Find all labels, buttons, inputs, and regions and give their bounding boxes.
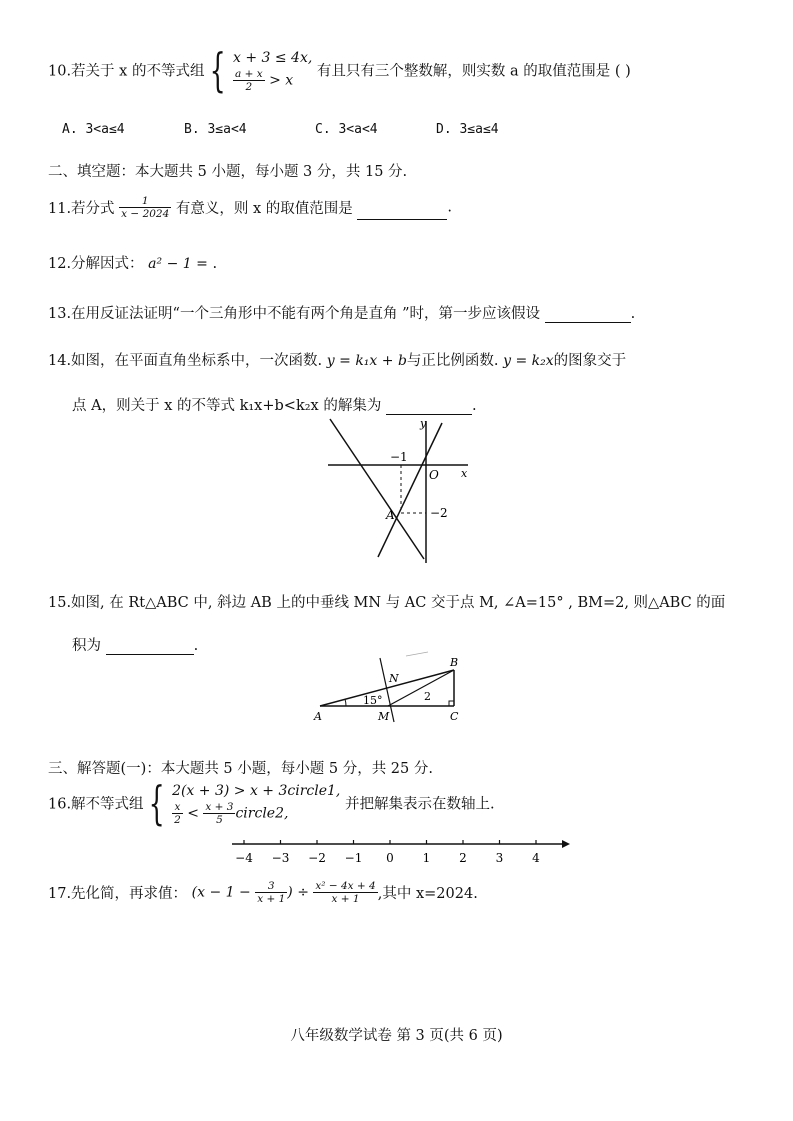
scan-mark: [406, 652, 428, 656]
q16-system: [172, 781, 340, 826]
number-line-tick-label: −4: [235, 851, 253, 865]
x-axis-label: x: [461, 467, 468, 480]
q10-option-c: C. 3<a<4: [315, 122, 378, 137]
point-m-label: M: [378, 710, 390, 723]
q15-answer-blank[interactable]: [106, 640, 194, 655]
number-line-tick-label: −2: [308, 851, 326, 865]
section-2-heading: 二、填空题：本大题共 5 小题，每小题 3 分，共 15 分.: [48, 164, 408, 180]
q11-answer-blank[interactable]: [357, 205, 447, 220]
question-11: 11.若分式 $\frac{1}{x - 2024}$ 有意义，则 x 的取值范围是 .: [48, 195, 453, 220]
q10-line2: $\frac{a + x}{2}$ > x: [234, 67, 294, 93]
q10-suffix: 有且只有三个整数解，则实数 a 的取值范围是 ( ): [316, 63, 631, 80]
q16-number-line: [226, 836, 571, 870]
q16-line2: $\frac{x}{2}$ < $\frac{x + 3}{5}$ circle2,: [174, 800, 289, 826]
page-footer: 八年级数学试卷 第 3 页(共 6 页): [290, 1028, 503, 1044]
question-14-line1: 14.如图，在平面直角坐标系中，一次函数. y = k₁x + b与正比例函数. y = k₂x的图象交于: [48, 353, 627, 369]
length-label: 2: [424, 690, 431, 703]
angle-arc: [345, 699, 346, 706]
question-12: 12.分解因式： a² − 1 = .: [48, 256, 218, 272]
number-line-tick-label: −1: [344, 851, 363, 865]
q16-brace: {: [148, 776, 165, 830]
point-a-label: A: [386, 508, 395, 522]
question-13: 13.在用反证法证明“一个三角形中不能有两个角是直角 ”时，第一步应该假设 .: [48, 306, 636, 322]
origin-label: O: [429, 468, 439, 482]
question-15-line2: 积为 .: [72, 638, 199, 654]
neg-two-label: −2: [430, 506, 448, 520]
number-line-tick-label: 1: [422, 851, 431, 865]
q10-prefix: 10.若关于 x 的不等式组: [48, 63, 205, 80]
q13-answer-blank[interactable]: [545, 308, 631, 323]
neg-one-label: −1: [390, 450, 408, 464]
q14-answer-blank[interactable]: [386, 400, 472, 415]
question-17: 17.先化简，再求值： (x − 1 − $\frac{3}{x + 1}$ ) ÷ $\frac{\text{x² − 4x + 4}}{x + 1}$ ,其中 x=2024.: [48, 880, 478, 905]
question-16: 16.解不等式组 { 2(x + 3) > x + 3circle1, $\frac{x}{2}$ < $\frac{x + 3}{5}$ circle2, 并把解集表示在数轴上.: [48, 776, 495, 830]
q16-line1: 2(x + 3) > x + 3circle1,: [172, 782, 341, 799]
point-n-label: N: [389, 672, 399, 685]
q11-fraction: $\frac{1}{x - 2024}$: [121, 195, 170, 220]
angle-label: 15°: [363, 694, 383, 707]
question-14-line2: 点 A，则关于 x 的不等式 k₁x+b<k₂x 的解集为 .: [72, 398, 477, 414]
question-10: [48, 43, 631, 97]
q10-system: [233, 48, 312, 93]
q10-option-b: B. 3≤a<4: [184, 122, 247, 137]
q10-fraction: $\frac{a + x}{2}$: [234, 67, 263, 93]
vertex-a-label: A: [314, 710, 322, 723]
vertex-c-label: C: [450, 710, 459, 723]
question-15-line1: 15.如图, 在 Rt△ABC 中, 斜边 AB 上的中垂线 MN 与 AC 交于点 M, ∠A=15° , BM=2, 则△ABC 的面: [48, 595, 726, 611]
number-line-tick-label: 3: [495, 851, 504, 865]
q12-expression: a² − 1 =: [148, 256, 208, 272]
q10-option-d: D. 3≤a≤4: [436, 122, 499, 137]
section-3-heading: 三、解答题(一)：本大题共 5 小题，每小题 5 分，共 25 分.: [48, 761, 433, 777]
vertex-b-label: B: [450, 656, 459, 669]
q10-option-a: A. 3<a≤4: [62, 122, 125, 137]
q14-coordinate-figure: [320, 415, 480, 565]
q17-fraction-1: $\frac{3}{x + 1}$: [257, 880, 286, 905]
y-axis-label: y: [420, 417, 427, 430]
number-line-tick-label: 0: [386, 851, 394, 865]
q17-fraction-2: $\frac{\text{x² − 4x + 4}}{x + 1}$: [315, 880, 376, 905]
q10-brace: {: [209, 43, 226, 97]
q10-line1: x + 3 ≤ 4x,: [232, 49, 313, 66]
number-line-arrow: [562, 840, 570, 848]
number-line-tick-label: 2: [459, 851, 467, 865]
number-line-tick-label: −3: [271, 851, 290, 865]
number-line-tick-label: 4: [532, 851, 540, 865]
q15-triangle-figure: [310, 650, 470, 726]
